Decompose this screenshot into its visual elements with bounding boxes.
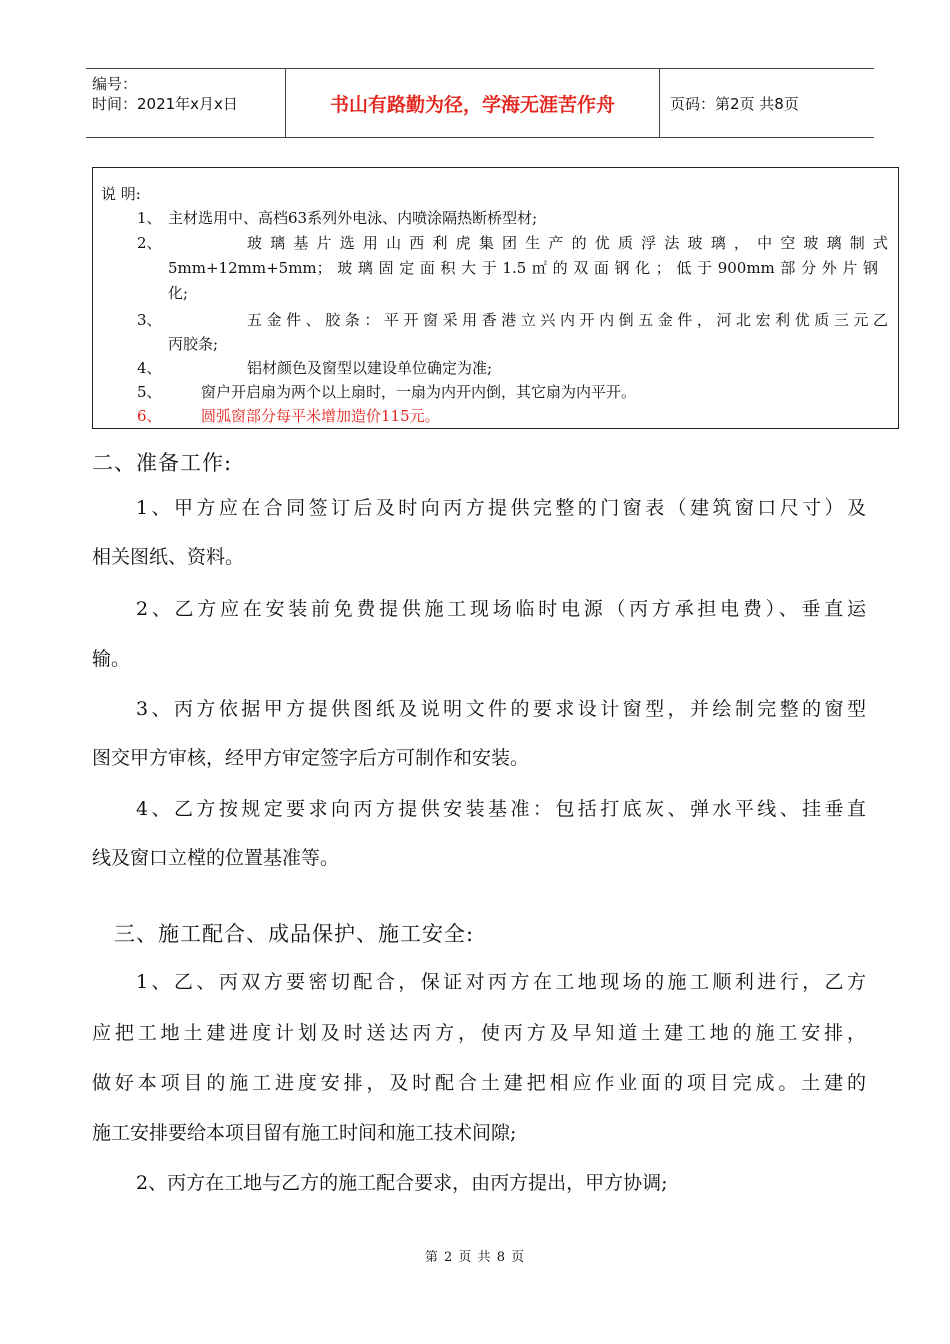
header-page-label: 页码：第2页 共8页 bbox=[670, 94, 799, 113]
note-item-text: 铝材颜色及窗型以建设单位确定为准; bbox=[247, 359, 493, 377]
note-item-text: 化; bbox=[168, 284, 189, 302]
paragraph-line: 相关图纸、资料。 bbox=[92, 546, 245, 568]
header-motto: 书山有路勤为径，学海无涯苦作舟 bbox=[285, 69, 660, 137]
paragraph-line: 1、甲方应在合同签订后及时向丙方提供完整的门窗表（建筑窗口尺寸）及 bbox=[136, 497, 866, 519]
paragraph-line: 线及窗口立樘的位置基准等。 bbox=[92, 847, 340, 869]
paragraph-line: 3、丙方依据甲方提供图纸及说明文件的要求设计窗型，并绘制完整的窗型 bbox=[136, 698, 866, 720]
paragraph-line: 2、乙方应在安装前免费提供施工现场临时电源（丙方承担电费）、垂直运 bbox=[136, 598, 866, 620]
note-item-text: 圆弧窗部分每平米增加造价115元。 bbox=[201, 407, 440, 425]
note-item-number: 5、 bbox=[137, 383, 162, 401]
paragraph-line: 做好本项目的施工进度安排，及时配合土建把相应作业面的项目完成。土建的 bbox=[92, 1072, 866, 1094]
note-item-text: 五金件、胶条：平开窗采用香港立兴内开内倒五金件，河北宏利优质三元乙 bbox=[247, 311, 888, 329]
note-item-number: 2、 bbox=[137, 234, 162, 252]
note-item-text: 丙胶条; bbox=[168, 335, 219, 353]
paragraph-line: 2、丙方在工地与乙方的施工配合要求，由丙方提出，甲方协调; bbox=[136, 1172, 668, 1194]
document-number-label: 编号： bbox=[92, 75, 138, 93]
note-item-number: 4、 bbox=[137, 359, 162, 377]
section-heading: 三、施工配合、成品保护、施工安全: bbox=[114, 922, 475, 946]
paragraph-line: 1、乙、丙双方要密切配合，保证对丙方在工地现场的施工顺利进行，乙方 bbox=[136, 971, 866, 993]
note-item-number: 1、 bbox=[137, 209, 162, 227]
paragraph-line: 应把工地土建进度计划及时送达丙方，使丙方及早知道土建工地的施工安排， bbox=[92, 1022, 866, 1044]
note-item-text: 玻璃基片选用山西利虎集团生产的优质浮法玻璃，中空玻璃制式 bbox=[247, 234, 888, 252]
note-item-number: 3、 bbox=[137, 311, 162, 329]
paragraph-line: 图交甲方审核，经甲方审定签字后方可制作和安装。 bbox=[92, 747, 530, 769]
header-meta bbox=[86, 69, 285, 137]
page-footer: 第 2 页 共 8 页 bbox=[424, 1250, 526, 1265]
specification-note-box bbox=[92, 167, 899, 429]
paragraph-line: 4、乙方按规定要求向丙方提供安装基准：包括打底灰、弹水平线、挂垂直 bbox=[136, 798, 866, 820]
note-item-text: 窗户开启扇为两个以上扇时，一扇为内开内倒，其它扇为内平开。 bbox=[201, 383, 637, 401]
note-item-text: 主材选用中、高档63系列外电泳、内喷涂隔热断桥型材; bbox=[168, 209, 538, 227]
page-header bbox=[86, 68, 874, 138]
note-item-text: 5mm+12mm+5mm；玻璃固定面积大于1.5㎡的双面钢化；低于900mm部分外片钢 bbox=[168, 259, 878, 277]
section-heading: 二、准备工作: bbox=[92, 451, 233, 475]
document-time-label: 时间：2021年x月x日 bbox=[92, 95, 238, 113]
note-item-number: 6、 bbox=[137, 407, 162, 425]
note-title: 说 明: bbox=[101, 185, 141, 203]
paragraph-line: 输。 bbox=[92, 648, 131, 670]
paragraph-line: 施工安排要给本项目留有施工时间和施工技术间隙; bbox=[92, 1122, 517, 1144]
